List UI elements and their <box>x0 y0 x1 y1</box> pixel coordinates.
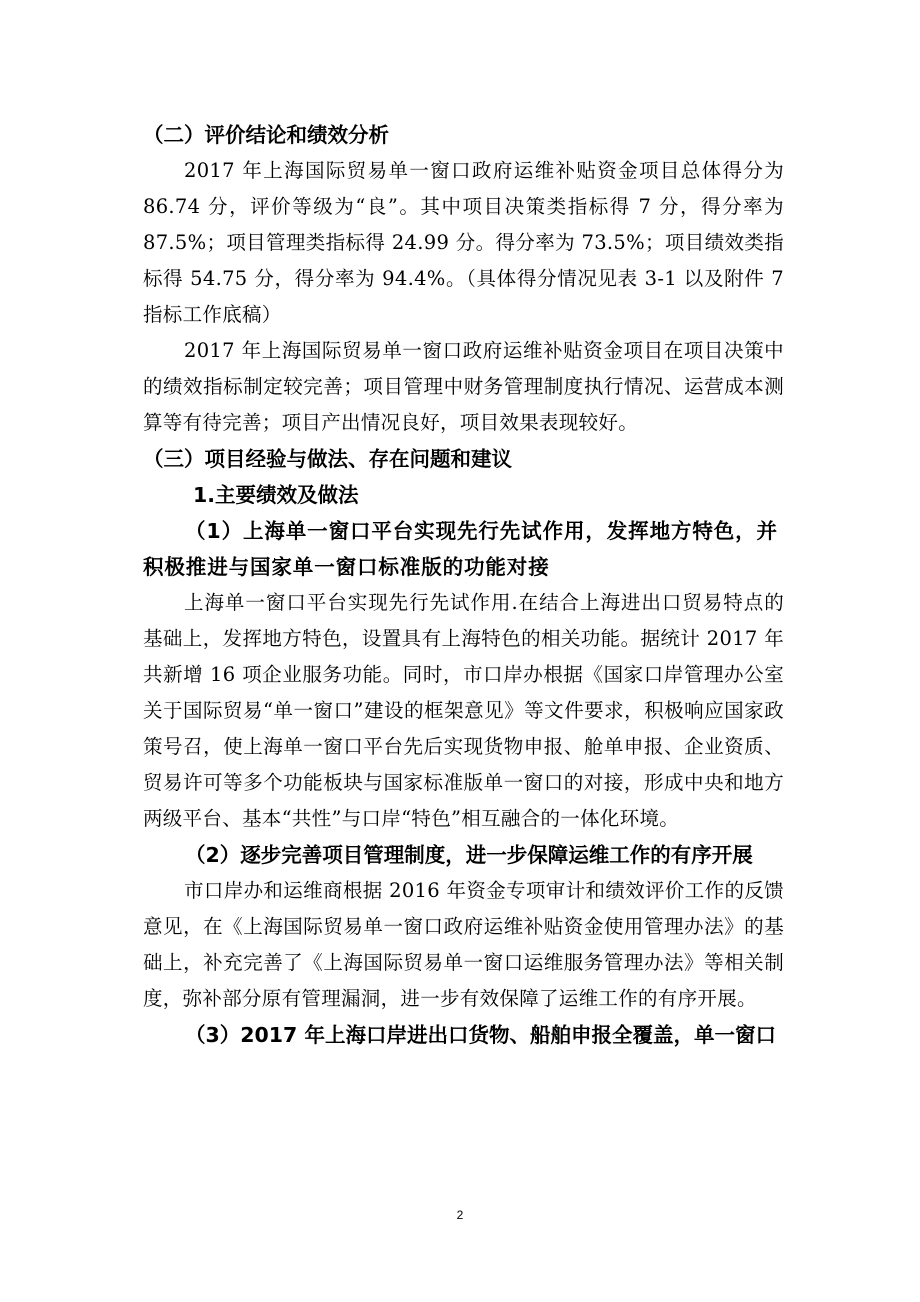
page-number: 2 <box>456 1208 464 1222</box>
section-heading-evaluation-conclusion: （二）评价结论和绩效分析 <box>143 123 389 147</box>
item-heading-management-system: （2）逐步完善项目管理制度，进一步保障运维工作的有序开展 <box>185 843 753 867</box>
paragraph-overall-score: 2017 年上海国际贸易单一窗口政府运维补贴资金项目总体得分为 86.74 分，评价等级为“良”。其中项目决策类指标得 7 分，得分率为 87.5%；项目管理类指标得 24.99 分。得分率为 73.5%；项目绩效类指标得 54.75 分，得分率为 94.4%。（具体得分情况见表 3-1 以及附件 7 指标工作底稿） <box>143 159 784 326</box>
item-heading-declaration-coverage: （3）2017 年上海口岸进出口货物、船舶申报全覆盖，单一窗口 <box>185 1023 776 1047</box>
section-heading-experience-problems: （三）项目经验与做法、存在问题和建议 <box>143 447 512 471</box>
paragraph-pilot-role: 上海单一窗口平台实现先行先试作用.在结合上海进出口贸易特点的基础上，发挥地方特色，设置具有上海特色的相关功能。据统计 2017 年共新增 16 项企业服务功能。同时，市口岸办根据《国家口岸管理办公室关于国际贸易“单一窗口”建设的框架意见》等文件要求，积极响应国家政策号召，使上海单一窗口平台先后实现货物申报、舱单申报、企业资质、贸易许可等多个功能板块与国家标准版单一窗口的对接，形成中央和地方两级平台、基本“共性”与口岸“特色”相互融合的一体化环境。 <box>143 591 784 830</box>
page-content <box>143 117 784 1053</box>
paragraph-decision-management: 2017 年上海国际贸易单一窗口政府运维补贴资金项目在项目决策中的绩效指标制定较完善；项目管理中财务管理制度执行情况、运营成本测算等有待完善；项目产出情况良好，项目效果表现较好。 <box>143 339 784 434</box>
paragraph-management-system: 市口岸办和运维商根据 2016 年资金专项审计和绩效评价工作的反馈意见，在《上海国际贸易单一窗口政府运维补贴资金使用管理办法》的基础上，补充完善了《上海国际贸易单一窗口运维服务管理办法》等相关制度，弥补部分原有管理漏洞，进一步有效保障了运维工作的有序开展。 <box>143 879 784 1010</box>
item-heading-pilot-role: （1）上海单一窗口平台实现先行先试作用，发挥地方特色，并积极推进与国家单一窗口标准版的功能对接 <box>143 519 778 579</box>
subsection-heading-main-performance: 1.主要绩效及做法 <box>193 483 359 507</box>
